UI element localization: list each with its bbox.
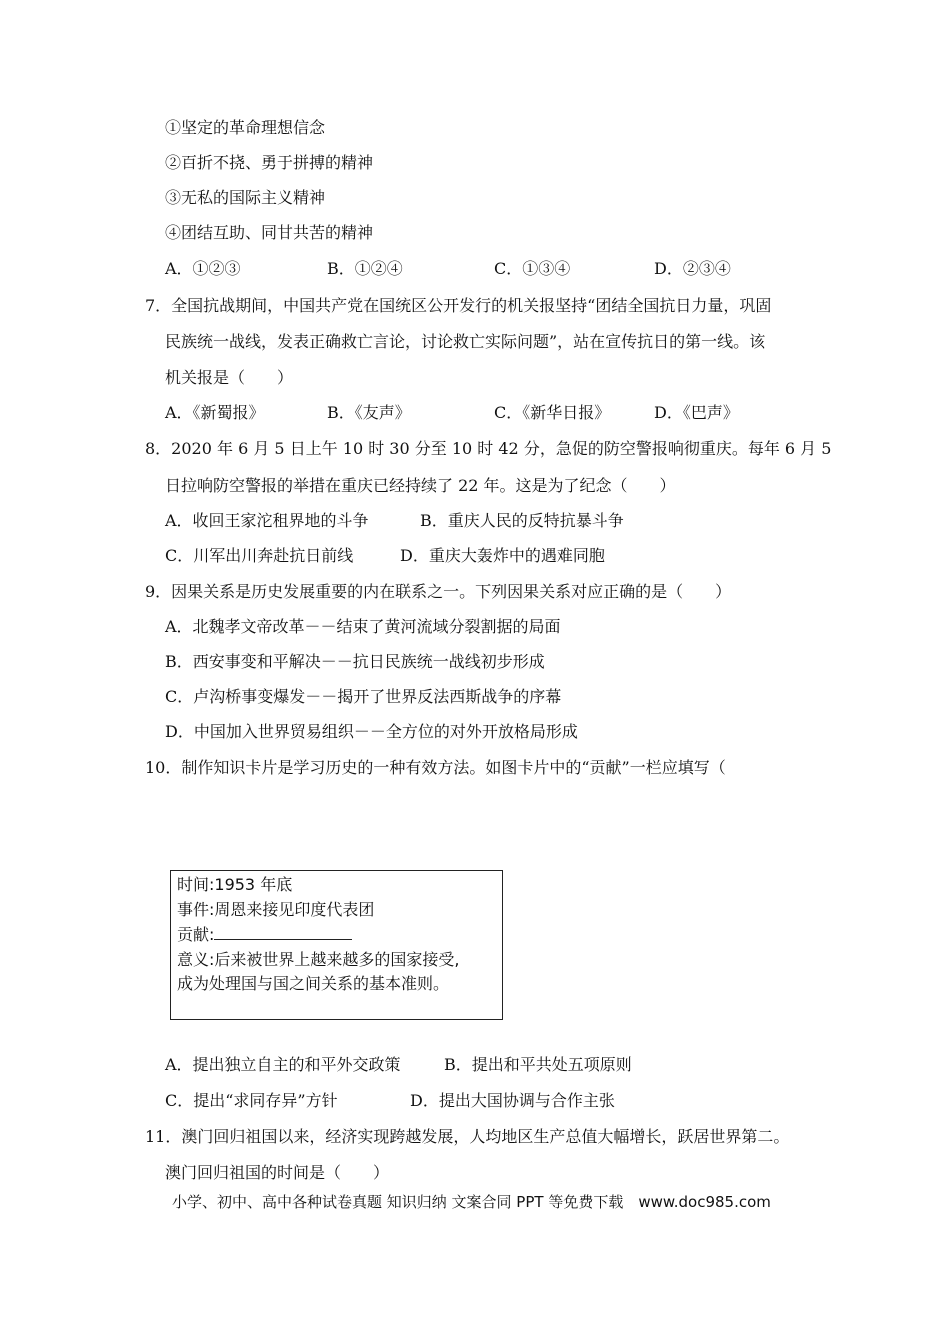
q8-option-d: D．重庆大轰炸中的遇难同胞 [400,546,605,565]
q7-line-1: 7．全国抗战期间，中国共产党在国统区公开发行的机关报坚持“团结全国抗日力量，巩固 [145,296,772,315]
q6-item-3: ③无私的国际主义精神 [165,188,326,207]
q9-option-a: A．北魏孝文帝改革－－结束了黄河流域分裂割据的局面 [165,617,561,636]
q11-line-1: 11．澳门回归祖国以来，经济实现跨越发展，人均地区生产总值大幅增长，跃居世界第二。 [145,1127,790,1146]
card-contribution-row [177,925,352,945]
q8-line-1: 8．2020 年 6 月 5 日上午 10 时 30 分至 10 时 42 分，急促的防空警报响彻重庆。每年 6 月 5 [145,439,832,458]
q6-item-1: ①坚定的革命理想信念 [165,118,326,137]
q9-option-d: D．中国加入世界贸易组织－－全方位的对外开放格局形成 [165,722,578,741]
q8-option-a: A．收回王家沱租界地的斗争 [165,511,369,530]
q9-line: 9．因果关系是历史发展重要的内在联系之一。下列因果关系对应正确的是（ ） [145,582,732,601]
q6-option-b: B．①②④ [327,259,403,278]
card-contribution-label: 贡献: [177,925,215,944]
q7-option-c: C．《新华日报》 [494,403,611,422]
q7-line-3: 机关报是（ ） [165,368,294,387]
q6-option-d: D．②③④ [654,259,731,278]
q6-option-a: A．①②③ [165,259,241,278]
q10-option-d: D．提出大国协调与合作主张 [410,1091,615,1110]
q10-option-a: A．提出独立自主的和平外交政策 [165,1055,401,1074]
q9-option-c: C．卢沟桥事变爆发－－揭开了世界反法西斯战争的序幕 [165,687,562,706]
card-time: 时间:1953 年底 [177,875,293,894]
q9-option-b: B．西安事变和平解决－－抗日民族统一战线初步形成 [165,652,545,671]
knowledge-card [170,870,503,1020]
q11-line-2: 澳门回归祖国的时间是（ ） [165,1163,390,1182]
q7-option-b: B．《友声》 [327,403,411,422]
q8-line-2: 日拉响防空警报的举措在重庆已经持续了 22 年。这是为了纪念（ ） [165,476,676,495]
q7-option-a: A．《新蜀报》 [165,403,265,422]
q10-option-b: B．提出和平共处五项原则 [444,1055,632,1074]
card-meaning-2: 成为处理国与国之间关系的基本准则。 [177,974,450,993]
card-event: 事件:周恩来接见印度代表团 [177,900,375,919]
card-contribution-blank [214,925,352,940]
q6-option-c: C．①③④ [494,259,571,278]
q10-option-c: C．提出“求同存异”方针 [165,1091,338,1110]
q7-option-d: D．《巴声》 [654,403,739,422]
q7-line-2: 民族统一战线，发表正确救亡言论，讨论救亡实际问题”，站在宣传抗日的第一线。该 [165,332,766,351]
footer-text: 小学、初中、高中各种试卷真题 知识归纳 文案合同 PPT 等免费下载 www.doc985.com [172,1193,771,1211]
q6-item-4: ④团结互助、同甘共苦的精神 [165,223,374,242]
card-meaning-1: 意义:后来被世界上越来越多的国家接受, [177,950,460,969]
q8-option-c: C．川军出川奔赴抗日前线 [165,546,354,565]
q8-option-b: B．重庆人民的反特抗暴斗争 [420,511,624,530]
q10-line: 10．制作知识卡片是学习历史的一种有效方法。如图卡片中的“贡献”一栏应填写（ [145,758,726,777]
q6-item-2: ②百折不挠、勇于拼搏的精神 [165,153,374,172]
